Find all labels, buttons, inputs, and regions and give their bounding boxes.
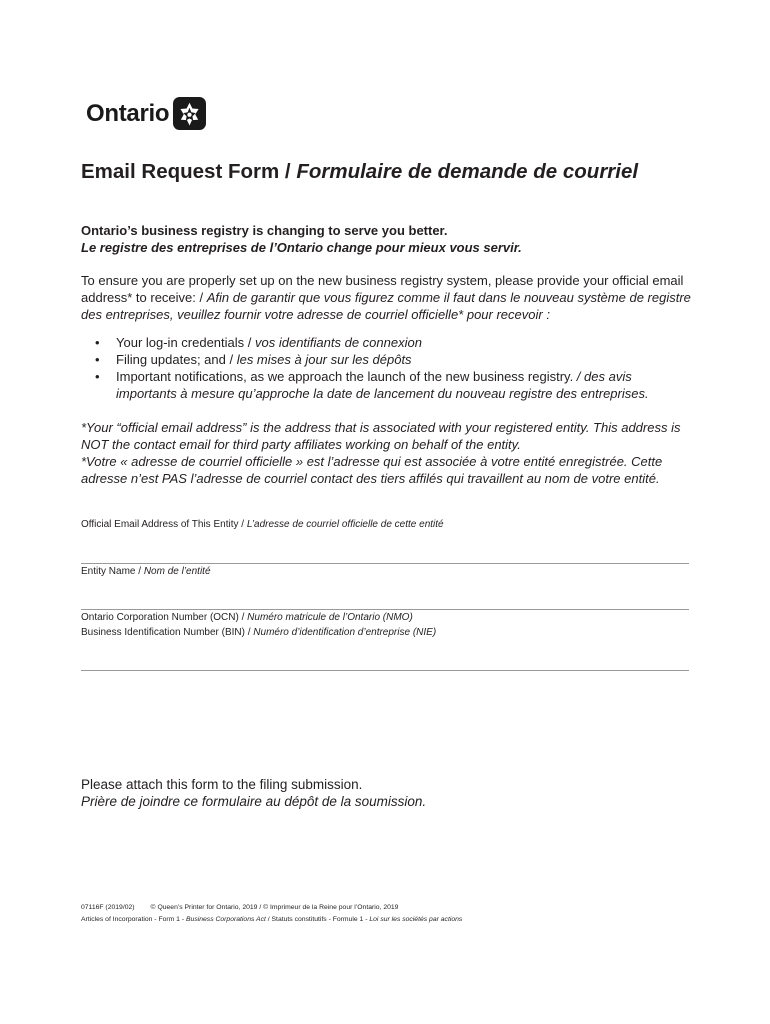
email-note-fr: *Votre « adresse de courriel officielle » est l’adresse qui est associée à votre entité enregistrée. Cette adresse n’est PAS l’adresse de courriel contact des tiers affilés qui travaillent au nom de votre entité. [81,454,663,486]
form-code: 07116F (2019/02) [81,904,135,911]
instructions-paragraph: To ensure you are properly set up on the new business registry system, please provide your official email address* to receive: / Afin de garantir que vous figurez comme il faut dans le nouveau système de registre des entreprises, veuillez fournir votre adresse de courriel officielle* pour recevoir : [81,273,691,322]
list-item: • Filing updates; and / les mises à jour sur les dépôts [95,351,685,368]
logo-wordmark: Ontario [86,99,170,127]
ontario-logo [86,97,206,130]
ocn-label: Ontario Corporation Number (OCN) / Numéro matricule de l’Ontario (NMO) [81,612,413,623]
intro-heading-fr: Le registre des entreprises de l’Ontario change pour mieux vous servir. [81,240,522,255]
attach-instruction-fr: Prière de joindre ce formulaire au dépôt de la soumission. [81,794,427,809]
ocn-bin-line[interactable] [81,670,689,671]
footer-line-1 [81,902,398,914]
intro-heading-en: Ontario’s business registry is changing to serve you better. [81,223,448,238]
entity-name-label: Entity Name / Nom de l’entité [81,566,211,577]
receive-list [95,334,685,402]
page-title: Email Request Form / Formulaire de demande de courriel [81,160,639,183]
list-item: • Your log-in credentials / vos identifiants de connexion [95,334,685,351]
bin-label: Business Identification Number (BIN) / Numéro d’identification d’entreprise (NIE) [81,627,437,638]
footer-line-2: Articles of Incorporation - Form 1 - Business Corporations Act / Statuts constitutifs - Formule 1 - Loi sur les sociétés par actions [81,916,463,923]
copyright: © Queen’s Printer for Ontario, 2019 / © Imprimeur de la Reine pour l’Ontario, 2019 [150,904,399,911]
attach-instruction-en: Please attach this form to the filing submission. [81,777,363,792]
email-note-en: *Your “official email address” is the address that is associated with your registered entity. This address is NOT the contact email for third party affiliates working on behalf of the entity. [81,420,681,452]
list-item: • Important notifications, as we approach the launch of the new business registry. / des avis importants à mesure qu’approche la date de lancement du nouveau registre des entreprises. [95,368,685,402]
ontario-trillium-icon [173,97,206,130]
email-field-label: Official Email Address of This Entity / L’adresse de courriel officielle de cette entité [81,519,444,530]
